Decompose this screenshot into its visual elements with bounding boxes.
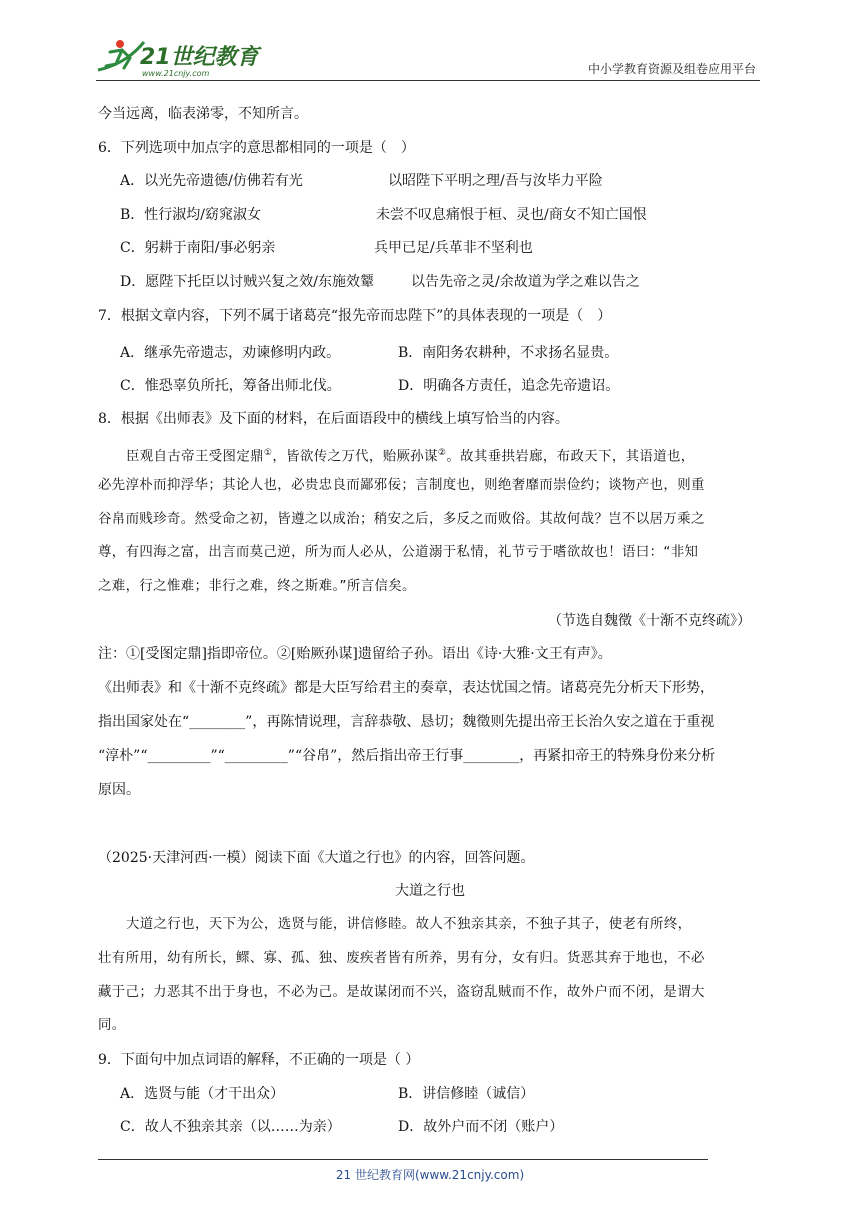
- question-9: 9．下面句中加点词语的解释，不正确的一项是（ ）: [98, 1052, 420, 1068]
- q6-option-a-right: 以昭陛下平明之理/吾与汝毕力平险: [388, 173, 603, 189]
- material-line-1a: 臣观自古帝王受图定鼎: [126, 449, 264, 465]
- material-note: 注：①[受图定鼎]指即帝位。②[贻厥孙谋]遗留给子孙。语出《诗·大雅·文王有声》。: [98, 646, 612, 662]
- fill-paragraph-line-1: 《出师表》和《十渐不克终疏》都是大臣写给君主的奏章，表达忧国之情。诸葛亮先分析天下形势，: [98, 680, 714, 696]
- q7-option-c: C．惟恐辜负所托，筹备出师北伐。: [120, 378, 341, 394]
- q7-option-d: D．明确各方责任，追念先帝遗诏。: [398, 378, 620, 394]
- logo-main-text: 21世纪教育: [140, 45, 259, 70]
- platform-name: 中小学教育资源及组卷应用平台: [587, 62, 756, 76]
- material-line-3: 谷帛而贱珍奇。然受命之初，皆遵之以成治；稍安之后，多反之而败俗。其故何哉？岂不以居万乘之: [98, 512, 705, 527]
- material-line-5: 之难，行之惟难；非行之难，终之斯难。”所言信矣。: [98, 579, 416, 594]
- question-7: 7．根据文章内容，下列不属于诸葛亮“报先帝而忠陛下”的具体表现的一项是（ ）: [98, 308, 612, 324]
- footer-divider: [98, 1159, 708, 1160]
- dadao-line-4: 同。: [98, 1018, 126, 1033]
- q6-option-d-right: 以告先帝之灵/余故道为学之难以告之: [411, 274, 640, 290]
- q9-option-c: C．故人不独亲其亲（以……为亲）: [120, 1119, 341, 1135]
- note-mark-2: ②: [437, 448, 447, 458]
- q9-option-a: A．选贤与能（才干出众）: [120, 1086, 285, 1102]
- material-line-1: [126, 443, 695, 467]
- q6-option-b-right: 未尝不叹息痛恨于桓、灵也/商女不知亡国恨: [376, 207, 647, 223]
- q6-option-a-left: A．以光先帝遗德/仿佛若有光: [120, 173, 303, 189]
- question-8: 8．根据《出师表》及下面的材料，在后面语段中的横线上填写恰当的内容。: [98, 411, 569, 427]
- question-6: 6．下列选项中加点字的意思都相同的一项是（ ）: [98, 140, 415, 156]
- logo-url-text: www.21cnjy.com: [142, 69, 210, 78]
- fill-paragraph-line-3: “淳朴”“_________”“_________”“谷帛”，然后指出帝王行事________，再紧扣帝王的特殊身份来分析: [98, 748, 716, 764]
- q9-option-b: B．讲信修睦（诚信）: [398, 1086, 535, 1102]
- dadao-line-2: 壮有所用，幼有所长，鳏、寡、孤、独、废疾者皆有所养，男有分，女有归。货恶其弃于地也，不必: [98, 951, 705, 966]
- material-line-2: 必先淳朴而抑浮华；其论人也，必贵忠良而鄙邪佞；言制度也，则绝奢靡而崇俭约；谈物产也，则重: [98, 478, 705, 493]
- fill-paragraph-line-2: 指出国家处在“________”，再陈情说理，言辞恭敬、恳切；魏徵则先提出帝王长治久安之道在于重视: [98, 714, 715, 730]
- q6-option-b-left: B．性行淑均/窈窕淑女: [120, 207, 262, 223]
- q6-option-c-left: C．躬耕于南阳/事必躬亲: [120, 240, 276, 256]
- material-line-1b: ，皆欲传之万代，贻厥孙谋: [272, 449, 438, 465]
- material-line-1c: 。故其垂拱岩廊，布政天下，其语道也，: [446, 449, 695, 465]
- page-header: [96, 36, 760, 80]
- q9-option-d: D．故外户而不闭（账户）: [398, 1119, 564, 1135]
- material-line-4: 尊，有四海之富，出言而莫己逆，所为而人必从，公道溺于私情，礼节亏于嗜欲故也！语曰：“非知: [98, 545, 699, 560]
- header-divider: [96, 80, 760, 81]
- dadao-line-1: 大道之行也，天下为公，选贤与能，讲信修睦。故人不独亲其亲，不独子其子，使老有所终，: [126, 917, 692, 932]
- q7-option-b: B．南阳务农耕种，不求扬名显贵。: [398, 345, 619, 361]
- dadao-line-3: 藏于己；力恶其不出于身也，不必为己。是故谋闭而不兴，盗窃乱贼而不作，故外户而不闭，是谓大: [98, 985, 705, 1000]
- q7-option-a: A．继承先帝遗志，劝谏修明内政。: [120, 345, 341, 361]
- q6-option-c-right: 兵甲已足/兵革非不坚利也: [374, 240, 533, 256]
- fill-paragraph-line-4: 原因。: [98, 782, 140, 798]
- section-2-intro: （2025·天津河西·一模）阅读下面《大道之行也》的内容，回答问题。: [98, 850, 535, 866]
- page-footer: 21 世纪教育网(www.21cnjy.com): [335, 1168, 525, 1182]
- site-logo: [96, 36, 266, 80]
- section-2-title: 大道之行也: [395, 883, 465, 899]
- material-source: （节选自魏徵《十渐不克终疏》）: [548, 613, 751, 629]
- q6-option-d-left: D．愿陛下托臣以讨贼兴复之效/东施效颦: [120, 274, 374, 290]
- note-mark-1: ①: [263, 448, 273, 458]
- passage-end-line: 今当远离，临表涕零，不知所言。: [98, 106, 308, 122]
